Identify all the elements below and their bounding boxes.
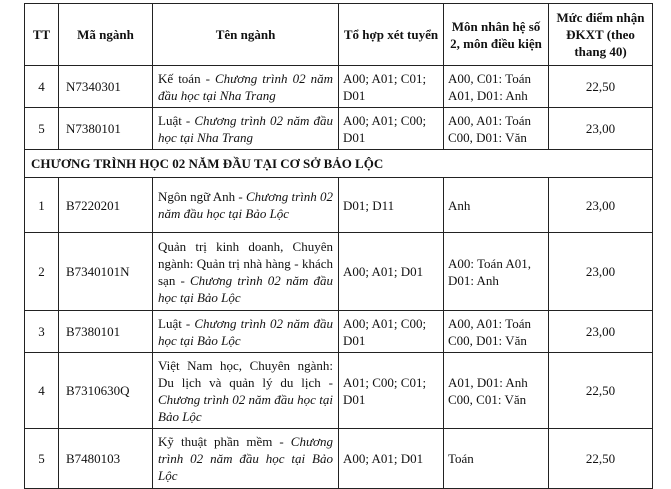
name-italic: Chương trình 02 năm đầu học tại Bảo Lộc — [158, 434, 333, 483]
row-combo: A00; A01; D01 — [339, 429, 444, 489]
row-score: 23,00 — [549, 233, 653, 311]
section-row — [25, 150, 653, 178]
row-code: B7380101 — [59, 311, 153, 353]
table-row — [25, 108, 653, 150]
name-italic: Chương trình 02 năm đầu học tại Nha Trang — [158, 112, 333, 145]
row-tt: 1 — [25, 178, 59, 233]
row-score: 22,50 — [549, 429, 653, 489]
table-row — [25, 66, 653, 108]
header-tt: TT — [25, 4, 59, 66]
row-subject: A00, A01: Toán C00, D01: Văn — [444, 311, 549, 353]
name-plain: Quản trị kinh doanh, Chuyên ngành: Quản trị nhà hàng - khách sạn - — [158, 238, 333, 288]
name-italic: Chương trình 02 năm đầu học tại Bảo Lộc — [158, 315, 333, 348]
row-score: 23,00 — [549, 178, 653, 233]
row-subject: A00, C01: Toán A01, D01: Anh — [444, 66, 549, 108]
row-name — [153, 353, 339, 429]
name-plain: Luật - — [158, 112, 195, 128]
row-code: B7310630Q — [59, 353, 153, 429]
row-subject: A00: Toán A01, D01: Anh — [444, 233, 549, 311]
row-code: B7480103 — [59, 429, 153, 489]
name-plain: Kỹ thuật phần mềm - — [158, 434, 291, 449]
row-tt: 5 — [25, 108, 59, 150]
row-combo: A00; A01; C00; D01 — [339, 311, 444, 353]
header-row — [25, 4, 653, 66]
row-score: 23,00 — [549, 108, 653, 150]
header-combo: Tổ hợp xét tuyển — [339, 4, 444, 66]
header-subject: Môn nhân hệ số 2, môn điều kiện — [444, 4, 549, 66]
name-plain: Ngôn ngữ Anh - — [158, 189, 246, 204]
row-combo: A00; A01; D01 — [339, 233, 444, 311]
row-code: B7220201 — [59, 178, 153, 233]
row-tt: 2 — [25, 233, 59, 311]
row-tt: 5 — [25, 429, 59, 489]
name-plain: Luật - — [158, 315, 195, 331]
header-name: Tên ngành — [153, 4, 339, 66]
name-italic: Chương trình 02 năm đầu học tại Bảo Lộc — [158, 391, 333, 424]
row-combo: A01; C00; C01; D01 — [339, 353, 444, 429]
row-subject: Toán — [444, 429, 549, 489]
header-score: Mức điểm nhận ĐKXT (theo thang 40) — [549, 4, 653, 66]
name-italic: Chương trình 02 năm đầu học tại Bảo Lộc — [158, 189, 334, 221]
row-tt: 4 — [25, 353, 59, 429]
section-title: CHƯƠNG TRÌNH HỌC 02 NĂM ĐẦU TẠI CƠ SỞ BẢO LỘC — [25, 150, 653, 178]
row-name — [153, 178, 339, 233]
table-row — [25, 178, 653, 233]
row-name — [153, 233, 339, 311]
row-name — [153, 311, 339, 353]
row-score: 22,50 — [549, 66, 653, 108]
header-code: Mã ngành — [59, 4, 153, 66]
name-italic: Chương trình 02 năm đầu học tại Nha Trang — [158, 70, 333, 103]
row-tt: 3 — [25, 311, 59, 353]
row-tt: 4 — [25, 66, 59, 108]
admission-score-table — [24, 3, 653, 489]
row-name — [153, 108, 339, 150]
table-row — [25, 429, 653, 489]
name-italic: Chương trình 02 năm đầu học tại Bảo Lộc — [158, 272, 333, 305]
row-code: B7340101N — [59, 233, 153, 311]
table-row — [25, 311, 653, 353]
row-score: 22,50 — [549, 353, 653, 429]
row-name — [153, 429, 339, 489]
row-name — [153, 66, 339, 108]
row-subject: Anh — [444, 178, 549, 233]
row-code: N7340301 — [59, 66, 153, 108]
row-score: 23,00 — [549, 311, 653, 353]
row-subject: A00, A01: Toán C00, D01: Văn — [444, 108, 549, 150]
row-combo: A00; A01; C01; D01 — [339, 66, 444, 108]
name-plain: Việt Nam học, Chuyên ngành: Du lịch và quản lý du lịch - — [158, 357, 333, 390]
name-plain: Kế toán - — [158, 70, 215, 86]
table-row — [25, 233, 653, 311]
row-combo: A00; A01; C00; D01 — [339, 108, 444, 150]
row-combo: D01; D11 — [339, 178, 444, 233]
row-code: N7380101 — [59, 108, 153, 150]
row-subject: A01, D01: Anh C00, C01: Văn — [444, 353, 549, 429]
table-row — [25, 353, 653, 429]
